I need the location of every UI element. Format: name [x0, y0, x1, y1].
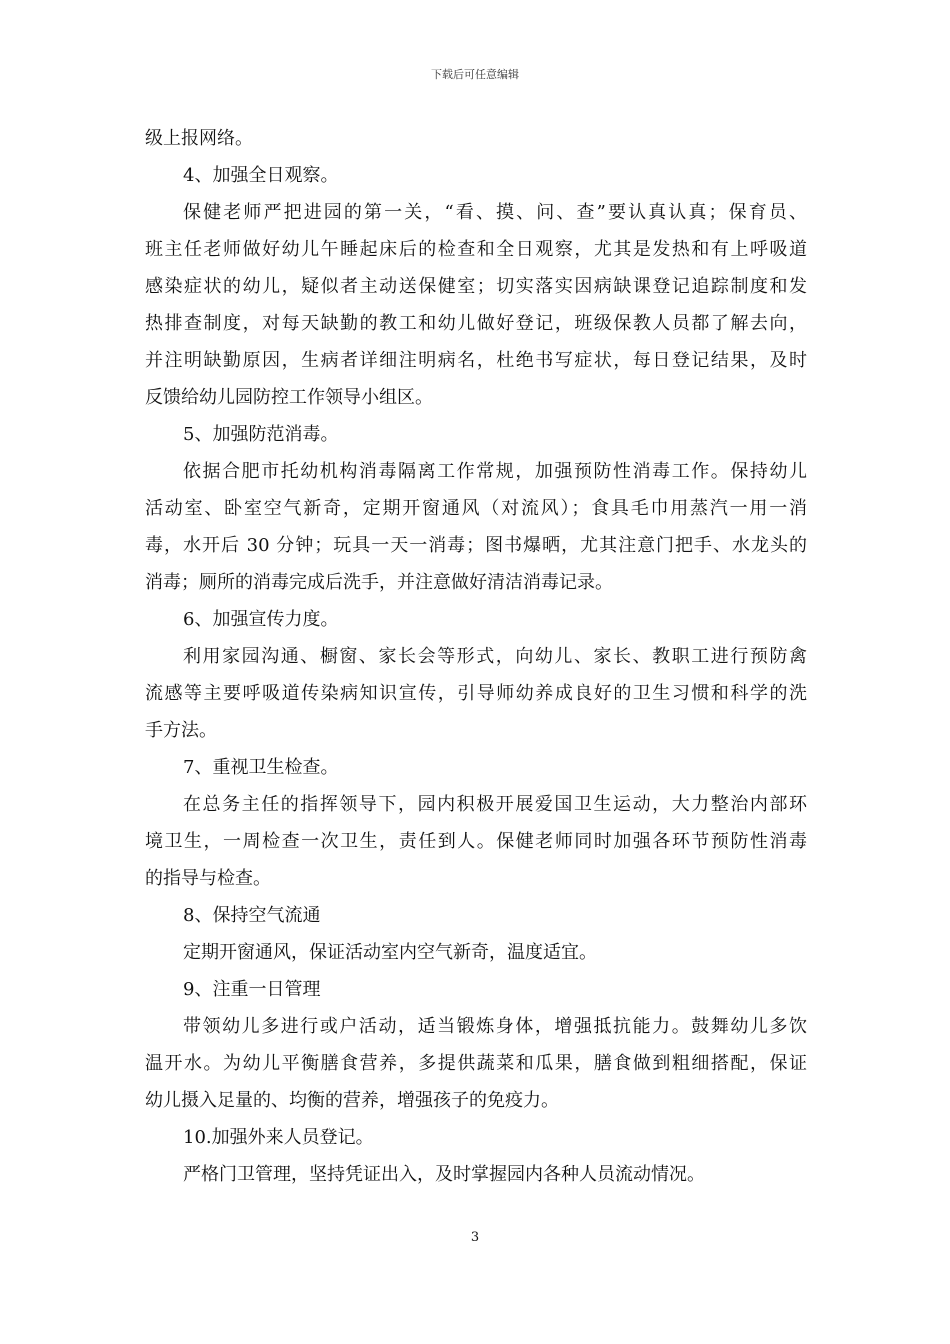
text-line: 幼儿摄入足量的、均衡的营养，增强孩子的免疫力。 — [145, 1090, 559, 1111]
text-line: 保健老师严把进园的第一关，“看、摸、问、查”要认真认真；保育员、 — [183, 202, 807, 223]
text-line: 境卫生，一周检查一次卫生，责任到人。保健老师同时加强各环节预防性消毒 — [145, 831, 807, 852]
text-line: 4、加强全日观察。 — [183, 165, 339, 186]
text-line: 9、注重一日管理 — [183, 979, 321, 1000]
text-line: 5、加强防范消毒。 — [183, 424, 339, 445]
text-line: 依据合肥市托幼机构消毒隔离工作常规，加强预防性消毒工作。保持幼儿 — [183, 461, 807, 482]
text-line: 毒，水开后 30 分钟；玩具一天一消毒；图书爆晒，尤其注意门把手、水龙头的 — [145, 535, 807, 556]
text-line: 级上报网络。 — [145, 128, 253, 149]
text-line: 在总务主任的指挥领导下，园内积极开展爱国卫生运动，大力整治内部环 — [183, 794, 807, 815]
document-body — [145, 120, 807, 1193]
text-line: 手方法。 — [145, 720, 217, 741]
text-line: 利用家园沟通、橱窗、家长会等形式，向幼儿、家长、教职工进行预防禽 — [183, 646, 807, 667]
text-line: 严格门卫管理，坚持凭证出入，及时掌握园内各种人员流动情况。 — [183, 1164, 705, 1185]
text-line: 带领幼儿多进行或户活动，适当锻炼身体，增强抵抗能力。鼓舞幼儿多饮 — [183, 1016, 807, 1037]
page-header: 下载后可任意编辑 — [431, 68, 519, 81]
text-line: 6、加强宣传力度。 — [183, 609, 339, 630]
text-line: 的指导与检查。 — [145, 868, 271, 889]
text-line: 7、重视卫生检查。 — [183, 757, 339, 778]
text-line: 反馈给幼儿园防控工作领导小组区。 — [145, 387, 433, 408]
text-line: 并注明缺勤原因，生病者详细注明病名，杜绝书写症状，每日登记结果，及时 — [145, 350, 807, 371]
text-line: 8、保持空气流通 — [183, 905, 321, 926]
text-line: 热排查制度，对每天缺勤的教工和幼儿做好登记，班级保教人员都了解去向， — [145, 313, 807, 334]
text-line: 温开水。为幼儿平衡膳食营养，多提供蔬菜和瓜果，膳食做到粗细搭配，保证 — [145, 1053, 807, 1074]
text-line: 消毒；厕所的消毒完成后洗手，并注意做好清洁消毒记录。 — [145, 572, 613, 593]
text-line: 感染症状的幼儿，疑似者主动送保健室；切实落实因病缺课登记追踪制度和发 — [145, 276, 807, 297]
text-line: 10.加强外来人员登记。 — [183, 1127, 374, 1148]
text-line: 活动室、卧室空气新奇，定期开窗通风（对流风）；食具毛巾用蒸汽一用一消 — [145, 498, 807, 519]
text-line: 流感等主要呼吸道传染病知识宣传，引导师幼养成良好的卫生习惯和科学的洗 — [145, 683, 807, 704]
page-number: 3 — [470, 1230, 480, 1245]
text-line: 定期开窗通风，保证活动室内空气新奇，温度适宜。 — [183, 942, 597, 963]
text-line: 班主任老师做好幼儿午睡起床后的检查和全日观察，尤其是发热和有上呼吸道 — [145, 239, 807, 260]
